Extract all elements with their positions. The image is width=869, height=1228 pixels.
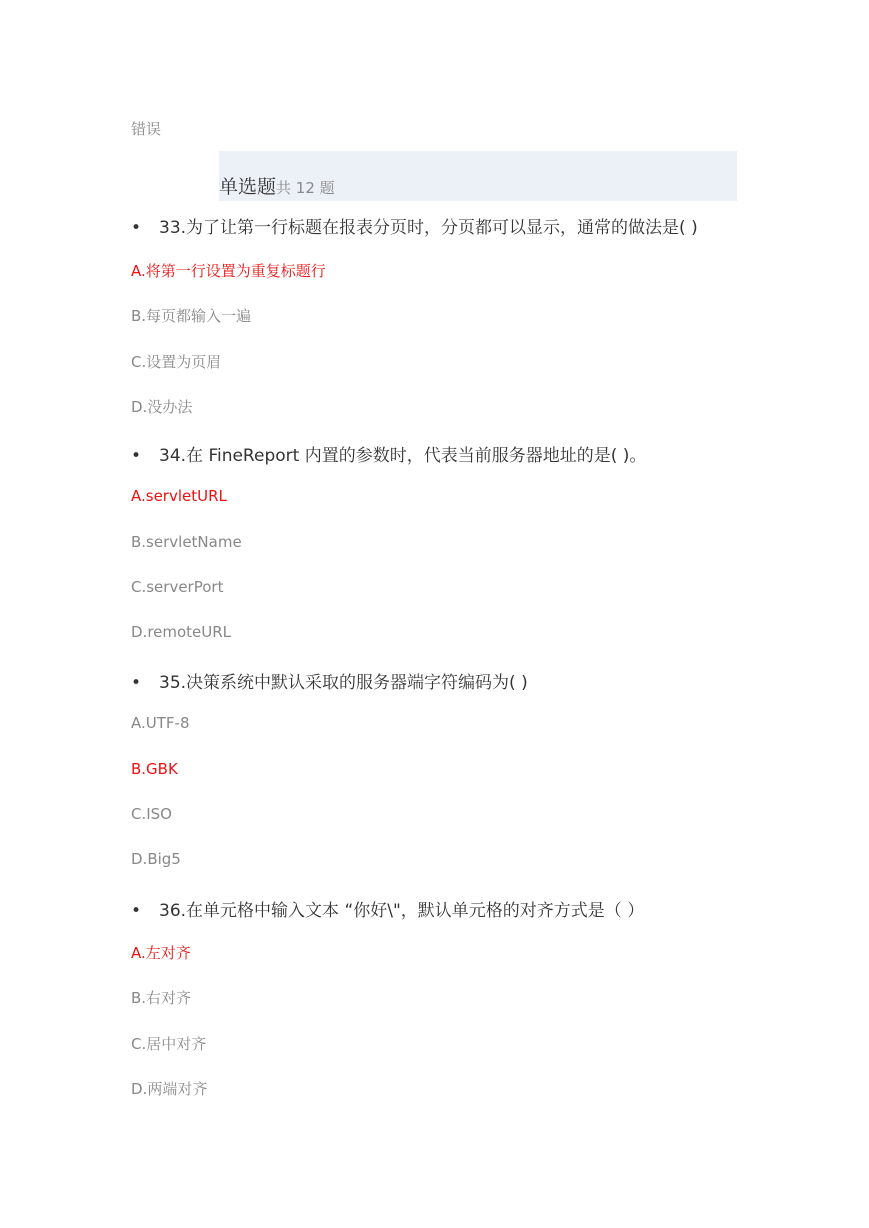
section-title (219, 172, 335, 199)
bullet-icon: • (131, 218, 142, 238)
question-text: 35.决策系统中默认采取的服务器端字符编码为( ) (159, 673, 528, 693)
bullet-icon: • (131, 673, 142, 693)
bullet-icon: • (131, 901, 142, 921)
previous-answer: 错误 (131, 120, 162, 138)
bullet-icon: • (131, 446, 142, 466)
option[interactable]: C.ISO (131, 805, 172, 823)
option[interactable]: C.设置为页眉 (131, 353, 222, 371)
option[interactable]: A.servletURL (131, 487, 227, 505)
option[interactable]: C.居中对齐 (131, 1035, 207, 1053)
question-text: 36.在单元格中输入文本 “你好\"，默认单元格的对齐方式是（ ） (159, 901, 645, 921)
question (131, 441, 646, 466)
option[interactable]: A.将第一行设置为重复标题行 (131, 262, 326, 280)
section-count: 共 12 题 (276, 179, 335, 197)
option[interactable]: A.UTF-8 (131, 714, 190, 732)
section-title-text: 单选题 (219, 176, 277, 198)
section-header (219, 151, 737, 201)
question-text: 34.在 FineReport 内置的参数时，代表当前服务器地址的是( )。 (159, 446, 647, 466)
option[interactable]: B.右对齐 (131, 989, 192, 1007)
option[interactable]: B.GBK (131, 760, 178, 778)
option[interactable]: B.每页都输入一遍 (131, 307, 252, 325)
option[interactable]: C.serverPort (131, 578, 224, 596)
option[interactable]: D.Big5 (131, 850, 181, 868)
question-text: 33.为了让第一行标题在报表分页时，分页都可以显示，通常的做法是( ) (159, 218, 698, 238)
option[interactable]: A.左对齐 (131, 944, 191, 962)
option[interactable]: D.两端对齐 (131, 1080, 208, 1098)
question (131, 896, 644, 921)
option[interactable]: D.没办法 (131, 398, 193, 416)
question (131, 213, 698, 238)
option[interactable]: D.remoteURL (131, 623, 232, 641)
option[interactable]: B.servletName (131, 533, 242, 551)
question (131, 668, 528, 693)
